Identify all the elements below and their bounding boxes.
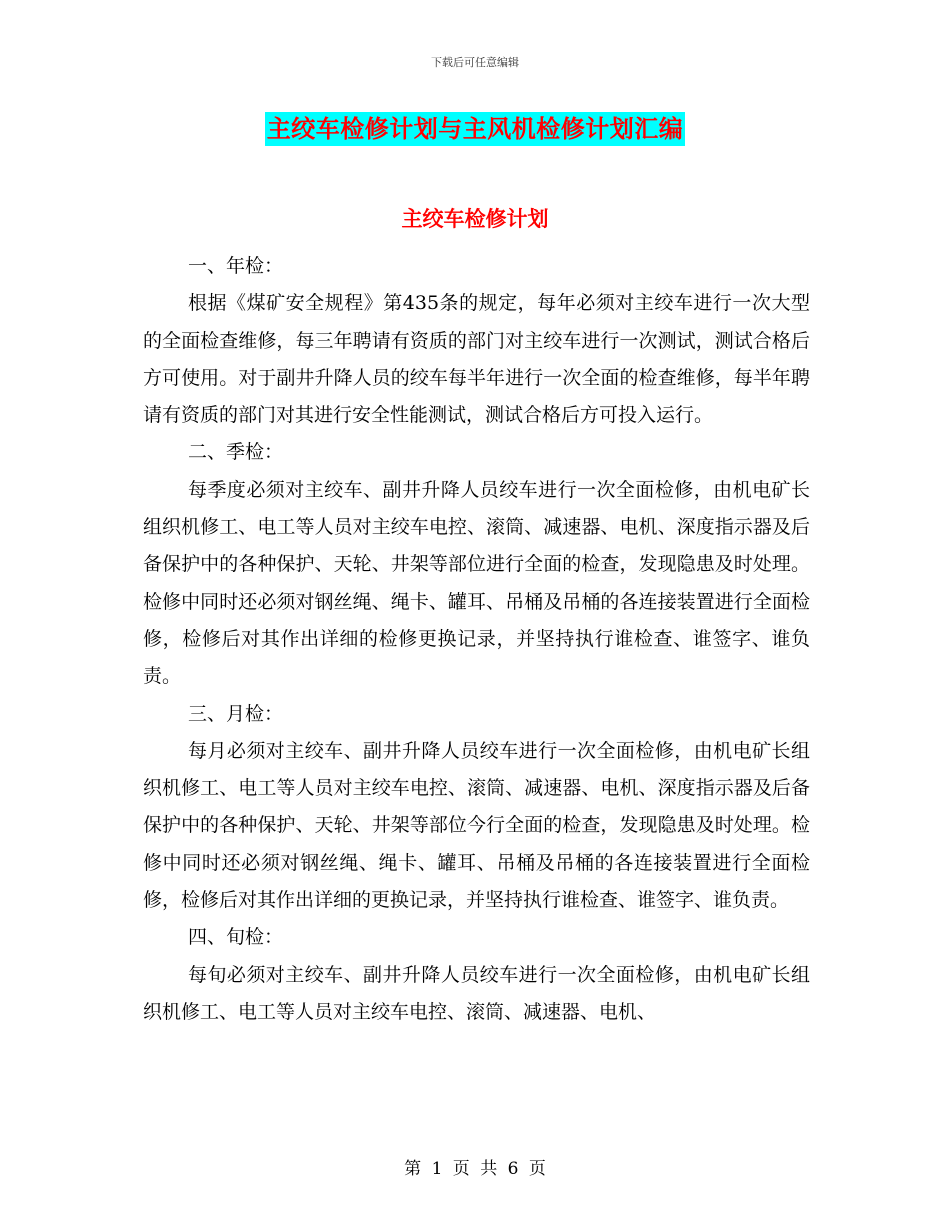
section-heading-ten-day: 四、旬检： xyxy=(188,926,284,949)
document-body xyxy=(143,248,810,1031)
section-heading-monthly: 三、月检： xyxy=(188,702,284,725)
section-heading-annual: 一、年检： xyxy=(188,255,284,277)
page-footer: 第 1 页 共 6 页 xyxy=(404,1159,546,1179)
section-text-annual: 根据《煤矿安全规程》第435条的规定，每年必须对主绞车进行一次大型的全面检查维修，每三年聘请有资质的部门对主绞车进行一次测试，测试合格后方可使用。对于副井升降人员的绞车每半年进行一次全面的检查维修，每半年聘请有资质的部门对其进行安全性能测试，测试合格后方可投入运行。 xyxy=(143,292,810,427)
section-text-monthly: 每月必须对主绞车、副井升降人员绞车进行一次全面检修，由机电矿长组织机修工、电工等人员对主绞车电控、滚筒、减速器、电机、深度指示器及后备保护中的各种保护、天轮、井架等部位今行全面的检查，发现隐患及时处理。检修中同时还必须对钢丝绳、绳卡、罐耳、吊桶及吊桶的各连接装置进行全面检修，检修后对其作出详细的更换记录，并坚持执行谁检查、谁签字、谁负责。 xyxy=(143,739,810,912)
section-heading-quarterly: 二、季检： xyxy=(188,441,284,464)
document-title-text: 主绞车检修计划与主风机检修计划汇编 xyxy=(265,112,686,146)
document-title xyxy=(0,112,950,146)
section-title: 主绞车检修计划 xyxy=(401,206,549,231)
section-text-quarterly: 每季度必须对主绞车、副井升降人员绞车进行一次全面检修，由机电矿长组织机修工、电工等人员对主绞车电控、滚筒、减速器、电机、深度指示器及后备保护中的各种保护、天轮、井架等部位进行全面的检查，发现隐患及时处理。检修中同时还必须对钢丝绳、绳卡、罐耳、吊桶及吊桶的各连接装置进行全面检修，检修后对其作出详细的检修更换记录，并坚持执行谁检查、谁签字、谁负责。 xyxy=(143,478,810,688)
section-text-ten-day: 每旬必须对主绞车、副井升降人员绞车进行一次全面检修，由机电矿长组织机修工、电工等人员对主绞车电控、滚筒、减速器、电机、 xyxy=(143,963,810,1023)
header-note: 下载后可任意编辑 xyxy=(431,56,519,69)
